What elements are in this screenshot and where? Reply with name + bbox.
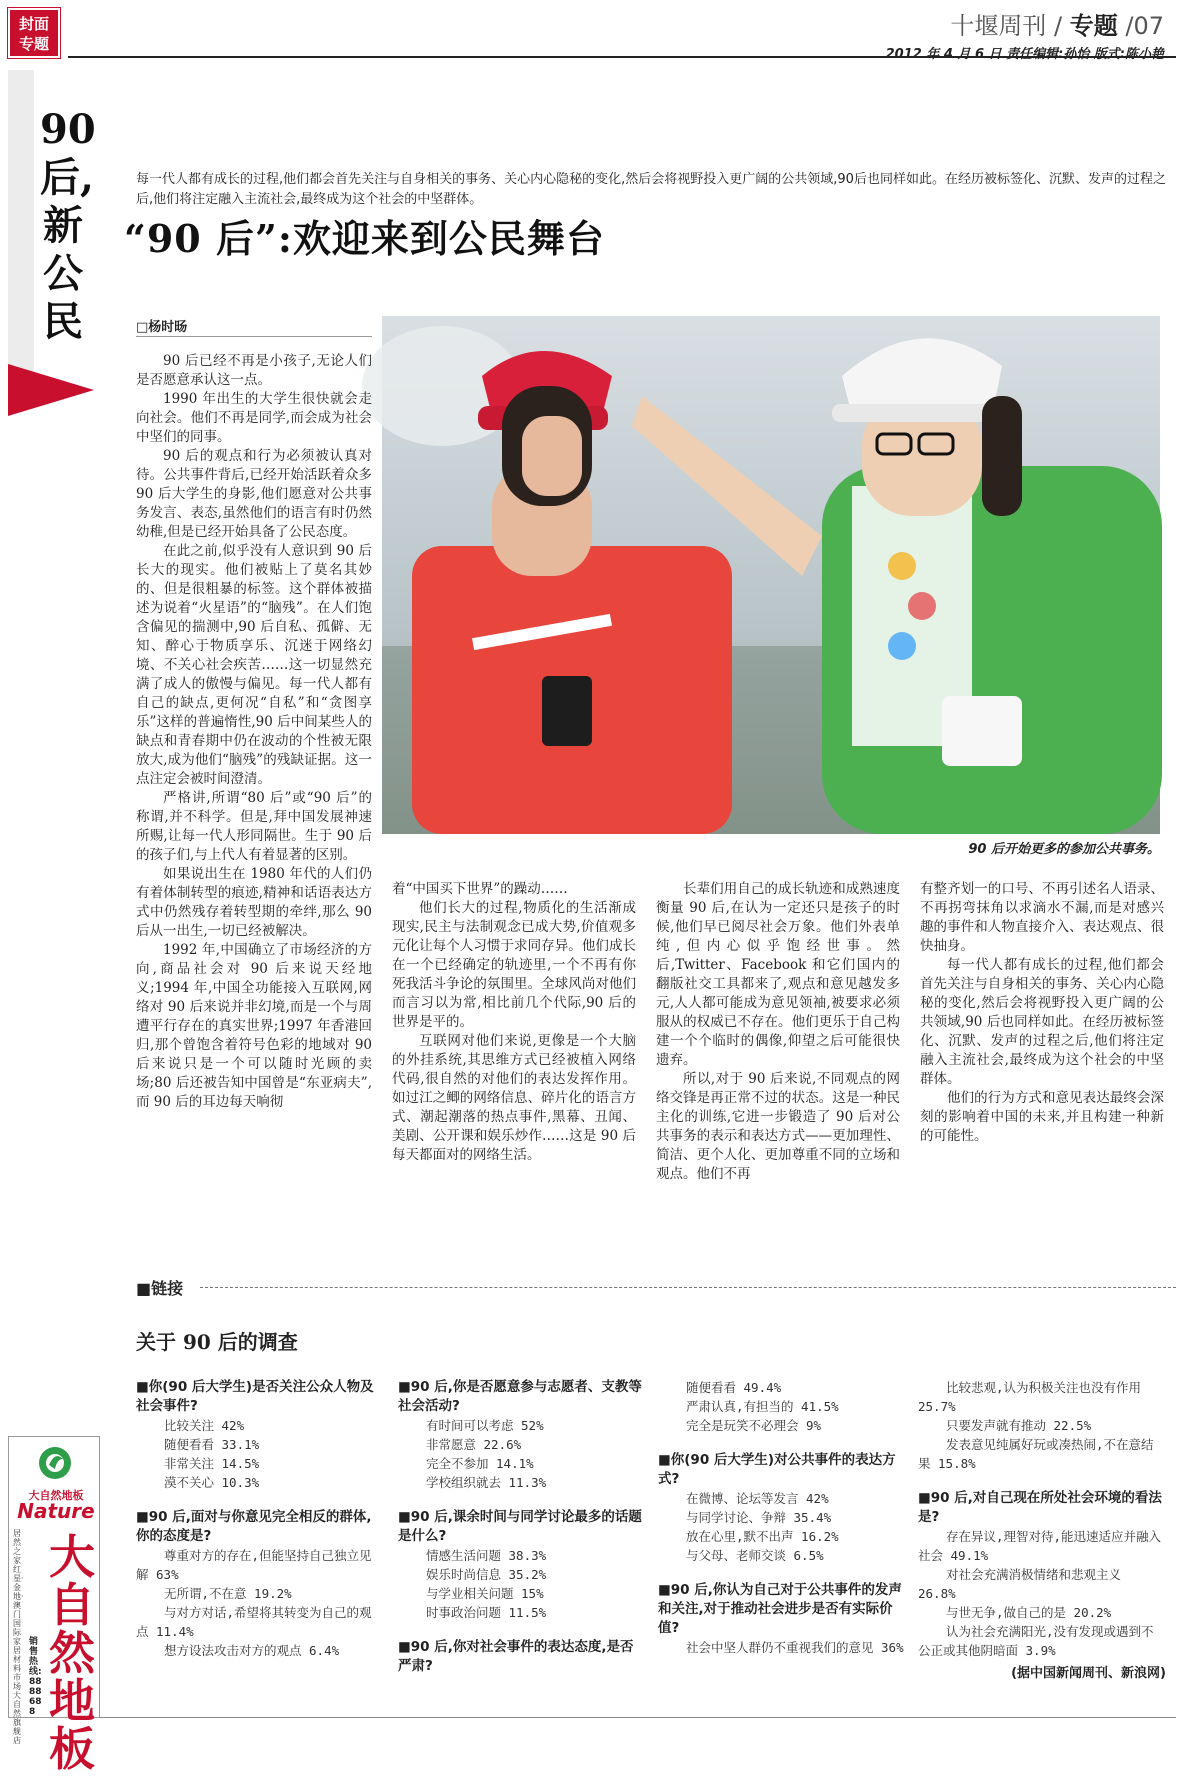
ad-big-text: 大自然地板	[49, 1530, 95, 1776]
advertisement	[8, 1436, 100, 1776]
survey-answer: 与父母、老师交谈 6.5%	[686, 1548, 824, 1563]
article-intro: 每一代人都有成长的过程,他们都会首先关注与自身相关的事务、关心内心隐秘的变化,然后会将视野投入更广阔的公共领域,90后也同样如此。在经历被标签化、沉默、发声的过程之后,他们将注定融入主流社会,最终成为这个社会的中坚群体。	[136, 172, 1166, 207]
article-column-2	[392, 880, 636, 1165]
survey-answer: 想方设法攻击对方的观点 6.4%	[164, 1643, 340, 1658]
survey-question: ■90 后,课余时间与同学讨论最多的话题是什么?	[398, 1509, 642, 1544]
header-rule	[68, 56, 1176, 58]
survey-column-1	[136, 1378, 384, 1660]
survey-answer: 学校组织就去 11.3%	[426, 1475, 547, 1490]
survey-answer: 有时间可以考虑 52%	[426, 1418, 544, 1433]
paragraph: 在此之前,似乎没有人意识到 90 后长大的现实。他们被贴上了莫名其妙的、但是很粗暴的标签。这个群体被描述为说着“火星语”的“脑残”。在人们饱含偏见的揣测中,90 后自私、孤僻、无知、醉心于物质享乐、沉迷于网络幻境、不关心社会疾苦……这一切显然充满了成人的傲慢与偏见。每一代人都有自己的缺点,更何况“自私”和“贪图享乐”这样的普遍惰性,90 后中间某些人的缺点和青春期中仍在波动的个性被无限放大,成为他们“脑残”的残缺证据。这一点注定会被时间澄清。	[136, 543, 372, 787]
section-tag: 封面 专题	[8, 8, 60, 58]
byline: □杨时旸	[136, 320, 188, 335]
survey-answer: 非常关注 14.5%	[164, 1456, 260, 1471]
survey-answer: 随便看看 33.1%	[164, 1437, 260, 1452]
page-header	[886, 6, 1164, 62]
survey-answer: 非常愿意 22.6%	[426, 1437, 522, 1452]
side-banner	[8, 70, 96, 406]
article-column-4	[920, 880, 1164, 1146]
ad-address: 居然之家红星·金地·澳门国际家居材料市场大自然旗舰店	[13, 1529, 24, 1745]
survey-answer: 情感生活问题 38.3%	[426, 1548, 547, 1563]
survey-question: ■你(90 后大学生)对公共事件的表达方式?	[658, 1452, 896, 1487]
survey-answer: 认为社会充满阳光,没有发现或遇到不公正或其他阴暗面 3.9%	[918, 1624, 1154, 1658]
survey-answer: 对社会充满消极情绪和悲观主义 26.8%	[918, 1567, 1122, 1601]
survey-answer: 时事政治问题 11.5%	[426, 1605, 547, 1620]
paragraph: 1990 年出生的大学生很快就会走向社会。他们不再是同学,而会成为社会中坚们的同事。	[136, 391, 372, 445]
paragraph: 如果说出生在 1980 年代的人们仍有着体制转型的痕迹,精神和话语表达方式中仍然残存着转型期的牵绊,那么 90 后从一出生,一切已经被解决。	[136, 866, 372, 939]
survey-answer: 社会中坚人群仍不重视我们的意见 36%	[686, 1640, 904, 1655]
survey-answer: 与世无争,做自己的是 20.2%	[946, 1605, 1112, 1620]
paragraph: 他们的行为方式和意见表达最终会深刻的影响着中国的未来,并且构建一种新的可能性。	[920, 1090, 1164, 1144]
byline-rule	[136, 336, 372, 337]
survey-question: ■90 后,你是否愿意参与志愿者、支教等社会活动?	[398, 1379, 642, 1414]
survey-column-3	[658, 1378, 906, 1657]
survey-answer: 随便看看 49.4%	[686, 1380, 782, 1395]
survey-answer: 与同学讨论、争辩 35.4%	[686, 1510, 832, 1525]
link-rule	[200, 1287, 1176, 1288]
survey-column-4	[918, 1378, 1166, 1683]
ad-hotline: 销售热线:8888688	[29, 1637, 42, 1717]
survey-answer: 与对方对话,希望将其转变为自己的观点 11.4%	[136, 1605, 372, 1639]
paragraph: 1992 年,中国确立了市场经济的方向,商品社会对 90 后来说天经地义;1994 年,中国全功能接入互联网,网络对 90 后来说并非幻境,而是一个与周遭平行存在的真实世界;1997 年香港回归,那个曾饱含着符号色彩的地域对 90 后来说只是一个可以随时光顾的卖场;80 后还被告知中国曾是“东亚病夫”,而 90 后的耳边每天响彻	[136, 942, 372, 1110]
survey-question: ■90 后,你对社会事件的表达态度,是否严肃?	[398, 1639, 634, 1674]
survey-answer: 完全是玩笑不必理会 9%	[686, 1418, 822, 1433]
survey-answer: 严肃认真,有担当的 41.5%	[686, 1399, 839, 1414]
nature-logo-icon	[35, 1445, 75, 1481]
survey-answer: 漠不关心 10.3%	[164, 1475, 260, 1490]
paragraph: 所以,对于 90 后来说,不同观点的网络交锋是再正常不过的状态。这是一种民主化的训练,它进一步锻造了 90 后对公共事务的表示和表达方式——更加理性、简洁、更个人化、更加尊重不同的立场和观点。他们不再	[656, 1071, 900, 1182]
paragraph: 互联网对他们来说,更像是一个大脑的外挂系统,其思维方式已经被植入网络代码,很自然的对他们的表达发挥作用。如过江之鲫的网络信息、碎片化的语言方式、潮起潮落的热点事件,黑幕、丑闻、美剧、公开课和娱乐炒作……这是 90 后每天都面对的网络生活。	[392, 1033, 636, 1163]
survey-question: ■90 后,对自己现在所处社会环境的看法是?	[918, 1490, 1162, 1525]
masthead: 十堰周刊 / 专题 /07	[950, 12, 1164, 40]
photo-caption: 90 后开始更多的参加公共事务。	[968, 842, 1160, 857]
source-note: (据中国新闻周刊、新浪网)	[1011, 1666, 1166, 1681]
survey-answer: 比较悲观,认为积极关注也没有作用 25.7%	[918, 1380, 1142, 1414]
paragraph: 有整齐划一的口号、不再引述名人语录、不再拐弯抹角以求滴水不漏,而是对感兴趣的事件和人物直接介入、表达观点、很快抽身。	[920, 881, 1164, 954]
survey-question: ■你(90 后大学生)是否关注公众人物及社会事件?	[136, 1379, 374, 1414]
survey-answer: 与学业相关问题 15%	[426, 1586, 544, 1601]
survey-answer: 无所谓,不在意 19.2%	[164, 1586, 292, 1601]
survey-answer: 在微博、论坛等发言 42%	[686, 1491, 829, 1506]
article-column-3	[656, 880, 900, 1184]
ad-brand-cn: 大自然地板	[28, 1489, 84, 1502]
survey-answer: 存在异议,理智对待,能迅速适应并融入社会 49.1%	[918, 1529, 1162, 1563]
paragraph: 长辈们用自己的成长轨迹和成熟速度衡量 90 后,在认为一定还只是孩子的时候,他们早已阅尽社会万象。他们外表单纯,但内心似乎饱经世事。然后,Twitter、Facebook 和它们国内的翻版社交工具都来了,观点和意见越发多元,人人都可能成为意见领袖,被要求必须服从的权威已不存在。他们更乐于自己构建一个个临时的偶像,仰望之后可能很快遗弃。	[656, 881, 900, 1068]
paragraph: 着“中国买下世界”的躁动……	[392, 881, 568, 897]
paragraph: 严格讲,所谓“80 后”或“90 后”的称谓,并不科学。但是,拜中国发展神速所赐,让每一代人形同隔世。生于 90 后的孩子们,与上代人有着显著的区别。	[136, 790, 372, 863]
article-photo	[382, 316, 1160, 834]
paragraph: 90 后的观点和行为必须被认真对待。公共事件背后,已经开始活跃着众多 90 后大学生的身影,他们愿意对公共事务发言、表态,虽然他们的语言有时仍然幼稚,但是已经开始具备了公民态度。	[136, 448, 372, 540]
page-meta: 2012 年 4 月 6 日 责任编辑:孙怡 版式:陈小艳	[885, 47, 1164, 62]
red-triangle	[8, 364, 94, 416]
link-heading: ■链接	[136, 1279, 184, 1298]
survey-answer: 放在心里,默不出声 16.2%	[686, 1529, 839, 1544]
paragraph: 每一代人都有成长的过程,他们都会首先关注与自身相关的事务、关心内心隐秘的变化,然后会将视野投入更广阔的公共领域,90 后也同样如此。在经历被标签化、沉默、发声的过程之后,他们将注定融入主流社会,最终成为这个社会的中坚群体。	[920, 957, 1164, 1087]
survey-answer: 尊重对方的存在,但能坚持自己独立见解 63%	[136, 1548, 372, 1582]
ad-brand-en: Nature	[17, 1499, 95, 1523]
survey-answer: 只要发声就有推动 22.5%	[946, 1418, 1092, 1433]
survey-answer: 娱乐时尚信息 35.2%	[426, 1567, 547, 1582]
survey-answer: 发表意见纯属好玩或凑热闹,不在意结果 15.8%	[918, 1437, 1154, 1471]
bottom-rule	[100, 1717, 1176, 1718]
survey-answer: 完全不参加 14.1%	[426, 1456, 534, 1471]
survey-question: ■90 后,面对与你意见完全相反的群体,你的态度是?	[136, 1509, 372, 1544]
article-column-1	[136, 352, 372, 1112]
survey-answer: 比较关注 42%	[164, 1418, 245, 1433]
survey-question: ■90 后,你认为自己对于公共事件的发声和关注,对于推动社会进步是否有实际价值?	[658, 1582, 902, 1636]
section-name: 专题	[1069, 12, 1118, 40]
page-title: “90 后”:欢迎来到公民舞台	[124, 216, 605, 261]
paragraph: 90 后已经不再是小孩子,无论人们是否愿意承认这一点。	[136, 353, 372, 388]
survey-title: 关于 90 后的调查	[136, 1330, 298, 1354]
survey-column-2	[398, 1378, 646, 1676]
side-banner-text: 90后,新公民	[40, 106, 96, 345]
photo-illustration	[382, 316, 1160, 834]
paragraph: 他们长大的过程,物质化的生活渐成现实,民主与法制观念已成大势,价值观多元化让每个人习惯于求同存异。他们成长在一个已经确定的轨迹里,一个不再有你死我活斗争论的氛围里。全球风尚对他们而言习以为常,相比前几个代际,90 后的世界是平的。	[392, 900, 636, 1030]
